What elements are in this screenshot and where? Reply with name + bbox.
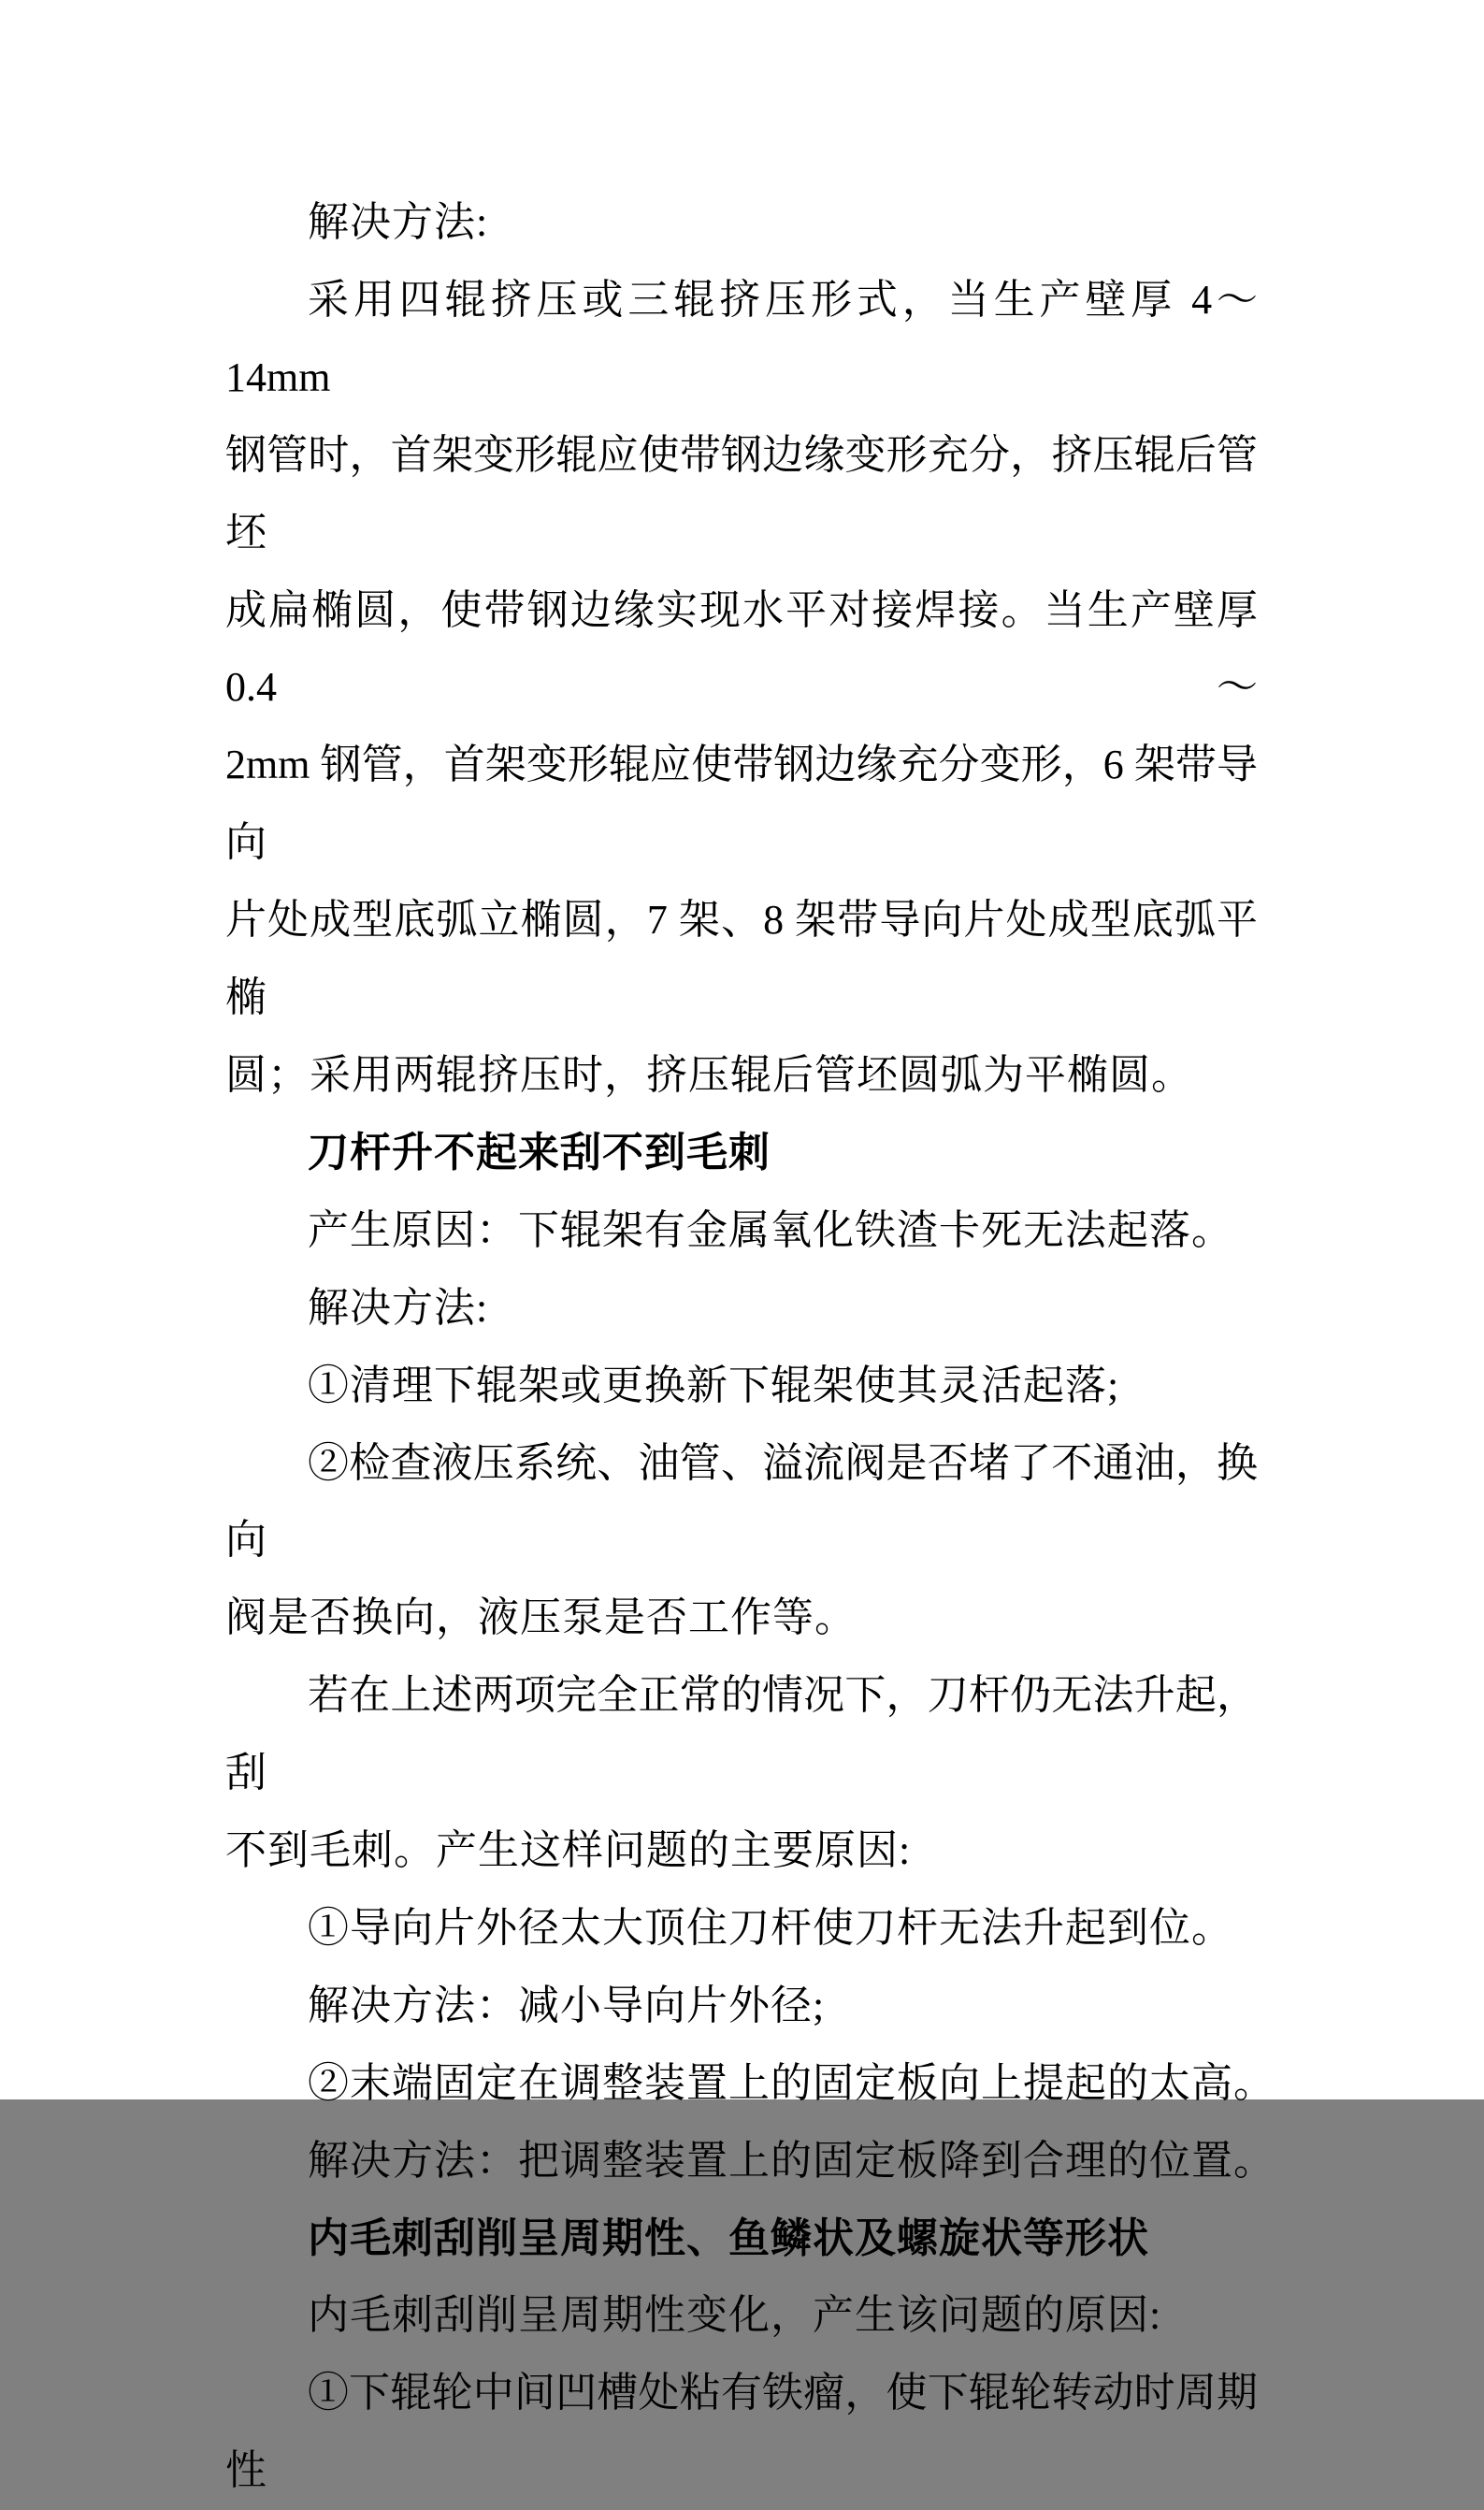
- text-line: ②检查液压系统、油管、溢流阀是否堵了不通油，换向: [225, 1439, 1258, 1564]
- text-line: ②末端固定在调整装置上的固定板向上提起的太高。: [308, 2059, 1275, 2106]
- text-line: 阀是否换向，液压泵是否工作等。: [225, 1594, 857, 1641]
- text-line: ①清理下辊架或更换新下辊架使其灵活起落;: [308, 1362, 1120, 1408]
- text-line: 解决方法:: [308, 1284, 489, 1331]
- text-line: 采用四辊挤压或三辊挤压形式，当生产壁厚 4～14mm: [225, 276, 1258, 400]
- text-line: 成扁椭圆，使带钢边缘实现水平对接焊接。当生产壁厚 0.4～: [225, 586, 1258, 711]
- text-line: ①下辊轮中间凹槽处粘有铁瘤，使下辊轮转动时周期性: [225, 2370, 1258, 2494]
- text-line: ①导向片外径太大顶住刀杆使刀杆无法升起到位。: [308, 1904, 1233, 1951]
- section-heading: 刀杆升不起来刮不到毛刺: [308, 1129, 771, 1176]
- text-line: 解决方法：把调整装置上的固定板降到合理的位置。: [308, 2137, 1275, 2184]
- text-line: 解决方法：减小导向片外径;: [308, 1982, 826, 2028]
- text-line: 不到毛刺。产生这样问题的主要原因:: [225, 1827, 912, 1874]
- text-line: 若在上述两项完全正常的情况下，刀杆仍无法升起，刮: [225, 1672, 1258, 1796]
- text-line: 内毛刺刮削呈周期性变化，产生该问题的原因:: [308, 2292, 1162, 2339]
- text-line: 圆；采用两辊挤压时，挤压辊后管坯圆弧为平椭圆。: [225, 1051, 1193, 1098]
- text-line: 产生原因：下辊架有金属氧化铁渣卡死无法起落。: [308, 1206, 1233, 1253]
- section-heading: 内毛刺刮削呈周期性、鱼鳞状及螺旋状等形状: [308, 2214, 1149, 2261]
- text-line: 解决方法:: [308, 199, 489, 245]
- text-block: [225, 184, 1275, 2510]
- text-line: 片处成型底弧立椭圆，7 架、8 架带导向片处成型底弧平椭: [225, 897, 1258, 1021]
- text-line: 钢管时，首架变形辊应使带钢边缘变形充分，挤压辊后管坯: [225, 431, 1258, 555]
- text-line: 2mm 钢管，首架变形辊应使带钢边缘充分变形，6 架带导向: [225, 742, 1258, 866]
